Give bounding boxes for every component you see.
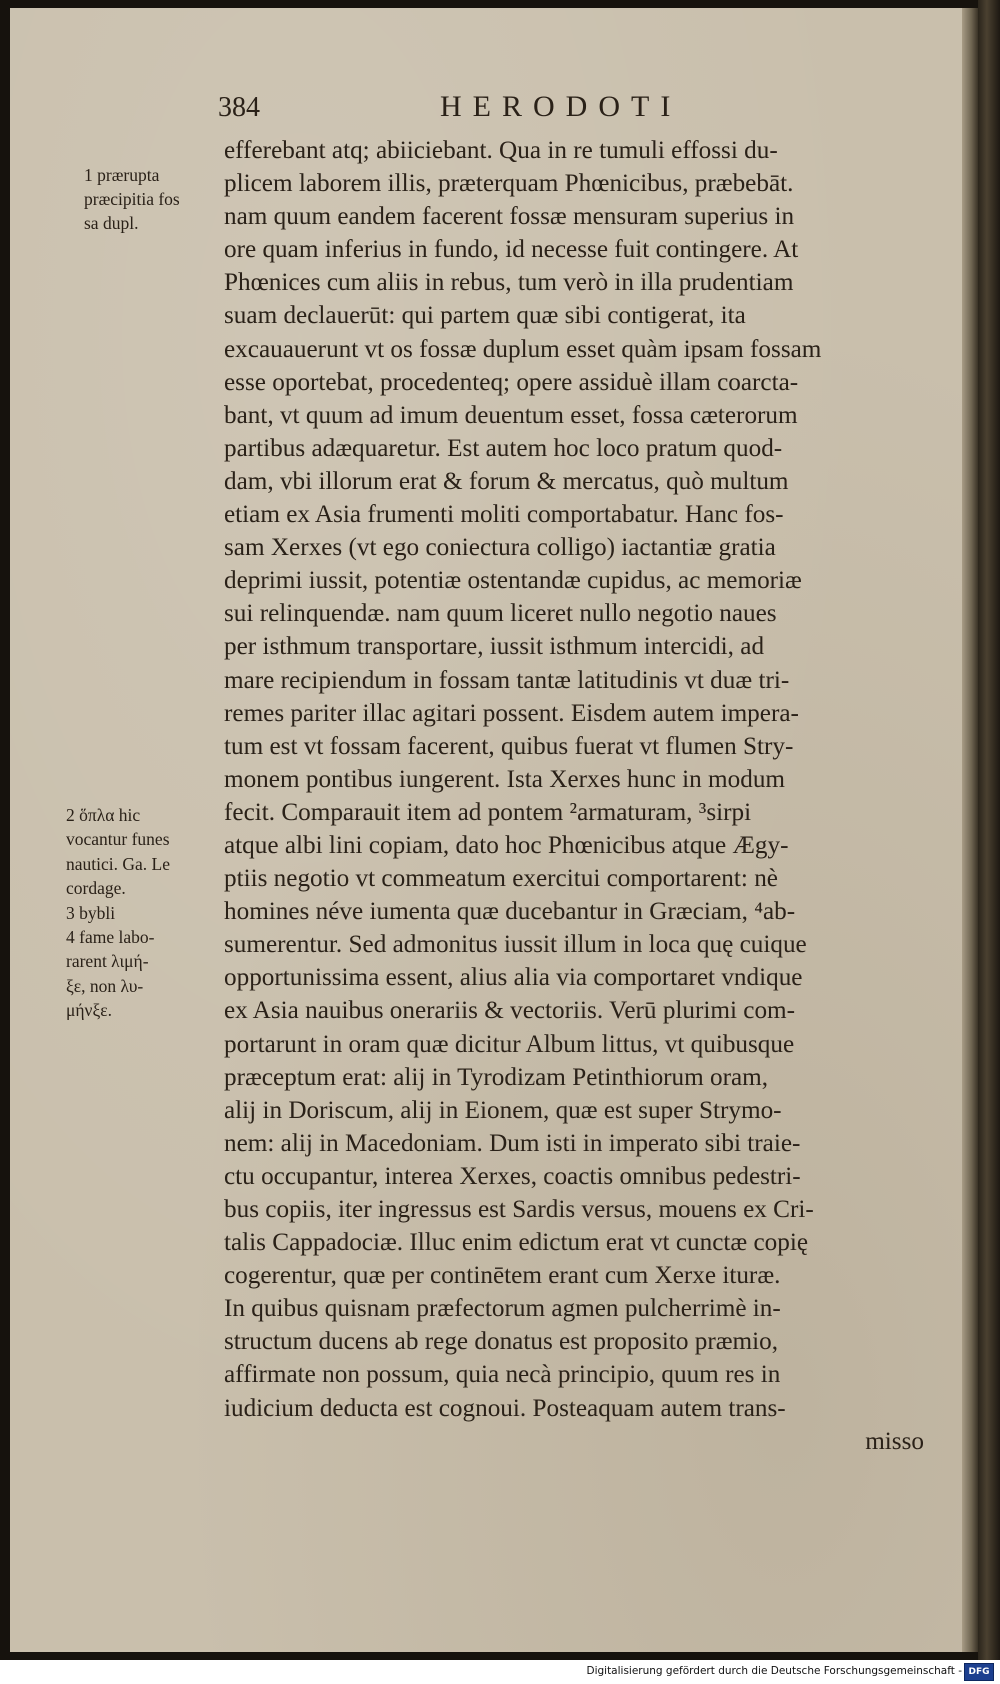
text-line: etiam ex Asia frumenti moliti comportabatur. Hanc fos- [224, 501, 784, 529]
book-edge [978, 0, 1000, 1660]
text-line: esse oportebat, procedenteq; opere assiduè illam coarcta- [224, 368, 799, 396]
margin-note-line: præcipitia fos [84, 189, 180, 209]
text-line: bant, vt quum ad imum deuentum esset, fossa cæterorum [224, 401, 798, 429]
margin-note-line: rarent λιμή- [66, 951, 149, 972]
text-line: homines néve iumenta quæ ducebantur in Græciam, ⁴ab- [224, 898, 796, 926]
text-line: efferebant atq; abiiciebant. Qua in re tumuli effossi du- [224, 137, 778, 164]
text-line: tum est vt fossam facerent, quibus fuerat vt flumen Stry- [224, 732, 794, 760]
running-title: HERODOTI [440, 90, 682, 123]
page-gutter [962, 8, 978, 1652]
margin-note-line: 1 prærupta [84, 165, 160, 185]
text-line: alij in Doriscum, alij in Eionem, quæ est super Strymo- [224, 1096, 782, 1124]
text-line: iudicium deducta est cognoui. Posteaquam autem trans- [224, 1394, 786, 1422]
text-line: portarunt in oram quæ dicitur Album littus, vt quibusque [224, 1030, 795, 1058]
text-line: cogerentur, quæ per continētem erant cum Xerxe ituræ. [224, 1262, 781, 1290]
text-line: ex Asia nauibus onerariis & vectoriis. Verū plurimi com- [224, 997, 796, 1025]
text-line: talis Cappadociæ. Illuc enim edictum erat vt cunctæ copię [224, 1229, 809, 1257]
text-line: ore quam inferius in fundo, id necesse fuit contingere. At [224, 236, 799, 264]
text-line: Phœnices cum aliis in rebus, tum verò in illa prudentiam [224, 269, 794, 297]
text-line: præceptum erat: alij in Tyrodizam Petinthiorum oram, [224, 1063, 769, 1091]
text-line: plicem laborem illis, præterquam Phœnicibus, præbebāt. [224, 170, 794, 198]
footer-strip [0, 1660, 1000, 1684]
text-line: opportunissima essent, alius alia via comportaret vndique [224, 964, 803, 992]
margin-note-2 [66, 803, 170, 1023]
text-line: sumerentur. Sed admonitus iussit illum in loca quę cuique [224, 931, 807, 959]
margin-note-line: μήνξε. [66, 1000, 112, 1021]
text-line: atque albi lini copiam, dato hoc Phœnicibus atque Ægy- [224, 831, 789, 859]
body-text [224, 134, 924, 1458]
text-line: sui relinquendæ. nam quum liceret nullo negotio naues [224, 600, 777, 628]
margin-note-line: cordage. [66, 878, 126, 899]
running-head [218, 92, 738, 126]
margin-note-1 [84, 163, 180, 235]
margin-note-line: sa dupl. [84, 213, 139, 233]
text-line: sam Xerxes (vt ego coniectura colligo) iactantiæ gratia [224, 534, 776, 562]
page-number: 384 [218, 92, 260, 123]
text-line: remes pariter illac agitari possent. Eisdem autem impera- [224, 699, 799, 727]
dfg-logo: DFG [964, 1663, 994, 1681]
text-line: excauauerunt vt os fossæ duplum esset quàm ipsam fossam [224, 335, 822, 363]
text-line: affirmate non possum, quia necà principio, quum res in [224, 1361, 781, 1389]
text-line: monem pontibus iungerent. Ista Xerxes hunc in modum [224, 765, 786, 793]
text-line: nem: alij in Macedoniam. Dum isti in imperato sibi traie- [224, 1129, 801, 1157]
margin-note-line: nautici. Ga. Le [66, 853, 170, 874]
margin-note-line: 4 fame labo- [66, 926, 155, 947]
text-line: nam quum eandem facerent fossæ mensuram superius in [224, 203, 795, 231]
text-line: dam, vbi illorum erat & forum & mercatus, quò multum [224, 467, 789, 495]
text-line: ptiis negotio vt commeatum exercitui comportarent: nè [224, 865, 778, 893]
margin-note-line: vocantur funes [66, 829, 170, 850]
margin-note-line: 2 ὅπλα hic [66, 805, 141, 825]
text-line: mare recipiendum in fossam tantæ latitudinis vt duæ tri- [224, 666, 790, 694]
text-line: In quibus quisnam præfectorum agmen pulcherrimè in- [224, 1295, 781, 1323]
text-line: suam declauerūt: qui partem quæ sibi contigerat, ita [224, 302, 746, 330]
footer-credit: Digitalisierung gefördert durch die Deutsche Forschungsgemeinschaft - [586, 1665, 962, 1677]
text-line: per isthmum transportare, iussit isthmum intercidi, ad [224, 633, 765, 661]
text-line: fecit. Comparauit item ad pontem ²armaturam, ³sirpi [224, 798, 752, 826]
margin-note-line: 3 bybli [66, 902, 116, 923]
text-line: deprimi iussit, potentiæ ostentandæ cupidus, ac memoriæ [224, 567, 802, 595]
text-line: structum ducens ab rege donatus est proposito præmio, [224, 1328, 779, 1356]
text-line: partibus adæquaretur. Est autem hoc loco pratum quod- [224, 434, 783, 462]
catchword: misso [865, 1427, 924, 1455]
text-line: bus copiis, iter ingressus est Sardis versus, mouens ex Cri- [224, 1196, 814, 1223]
text-line: ctu occupantur, interea Xerxes, coactis omnibus pedestri- [224, 1162, 801, 1190]
margin-note-line: ξε, non λυ- [66, 975, 144, 996]
